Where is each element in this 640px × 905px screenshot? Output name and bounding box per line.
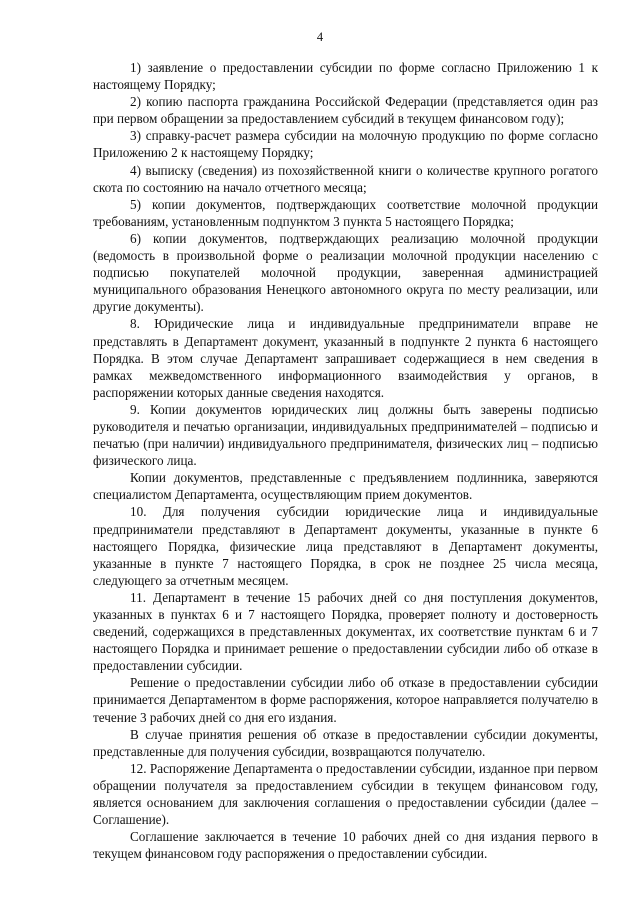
paragraph-item-3: 3) справку-расчет размера субсидии на молочную продукцию по форме согласно Приложению 2 к настоящему Порядку;	[93, 128, 598, 161]
paragraph-item-2: 2) копию паспорта гражданина Российской Федерации (представляется один раз при первом обращении за предоставлением субсидий в текущем финансовом году);	[93, 94, 598, 127]
paragraph-clause-9: 9. Копии документов юридических лиц должны быть заверены подписью руководителя и печатью организации, индивидуальных предпринимателей – подписью и печатью (при наличии) индивидуального предпринимателя, физических лиц – подписью физического лица.	[93, 401, 598, 469]
paragraph-item-1: 1) заявление о предоставлении субсидии по форме согласно Приложению 1 к настоящему Порядку;	[93, 60, 598, 93]
paragraph-clause-12: 12. Распоряжение Департамента о предоставлении субсидии, изданное при первом обращении получателя за предоставлением субсидии в текущем финансовом году, является основанием для заключения соглашения о предоставлении субсидии (далее – Соглашение).	[93, 760, 598, 828]
paragraph-clause-8: 8. Юридические лица и индивидуальные предприниматели вправе не представлять в Департамент документ, указанный в подпункте 2 пункта 6 настоящего Порядка. В этом случае Департамент запрашивает содержащиеся в нем сведения в рамках межведомственного информационного взаимодействия у органов, в распоряжении которых данные сведения находятся.	[93, 316, 598, 400]
document-body	[93, 59, 598, 862]
page-number: 4	[316, 30, 324, 44]
paragraph-item-4: 4) выписку (сведения) из похозяйственной книги о количестве крупного рогатого скота по состоянию на начало отчетного месяца;	[93, 162, 598, 195]
paragraph-clause-10: 10. Для получения субсидии юридические лица и индивидуальные предприниматели представляют в Департамент документы, указанные в пункте 6 настоящего Порядка, физические лица представляют в Департамент документы, указанные в пункте 7 настоящего Порядка, в срок не позднее 25 числа месяца, следующего за отчетным месяцем.	[93, 504, 598, 588]
paragraph-clause-11: 11. Департамент в течение 15 рабочих дней со дня поступления документов, указанных в пунктах 6 и 7 настоящего Порядка, проверяет полноту и достоверность сведений, содержащихся в представленных документах, их соответствие пунктам 6 и 7 настоящего Порядка и принимает решение о предоставлении субсидии либо об отказе в предоставлении субсидии.	[93, 589, 598, 674]
paragraph-clause-9-copies: Копии документов, представленные с предъявлением подлинника, заверяются специалистом Департамента, осуществляющим прием документов.	[93, 470, 598, 503]
paragraph-clause-11-refusal: В случае принятия решения об отказе в предоставлении субсидии документы, представленные для получения субсидии, возвращаются получателю.	[93, 726, 598, 759]
paragraph-item-5: 5) копии документов, подтверждающих соответствие молочной продукции требованиям, установленным подпунктом 3 пункта 5 настоящего Порядка;	[93, 196, 598, 229]
paragraph-clause-12-agreement: Соглашение заключается в течение 10 рабочих дней со дня издания первого в текущем финансовом году распоряжения о предоставлении субсидии.	[93, 829, 598, 862]
paragraph-item-6: 6) копии документов, подтверждающих реализацию молочной продукции (ведомость в произвольной форме о реализации молочной продукции населению с подписью покупателей молочной продукции, заверенная администрацией муниципального образования Ненецкого автономного округа по месту реализации, или другие документы).	[93, 230, 598, 315]
paragraph-clause-11-decision: Решение о предоставлении субсидии либо об отказе в предоставлении субсидии принимается Департаментом в форме распоряжения, которое направляется получателю в течение 3 рабочих дней со дня его издания.	[93, 675, 598, 725]
